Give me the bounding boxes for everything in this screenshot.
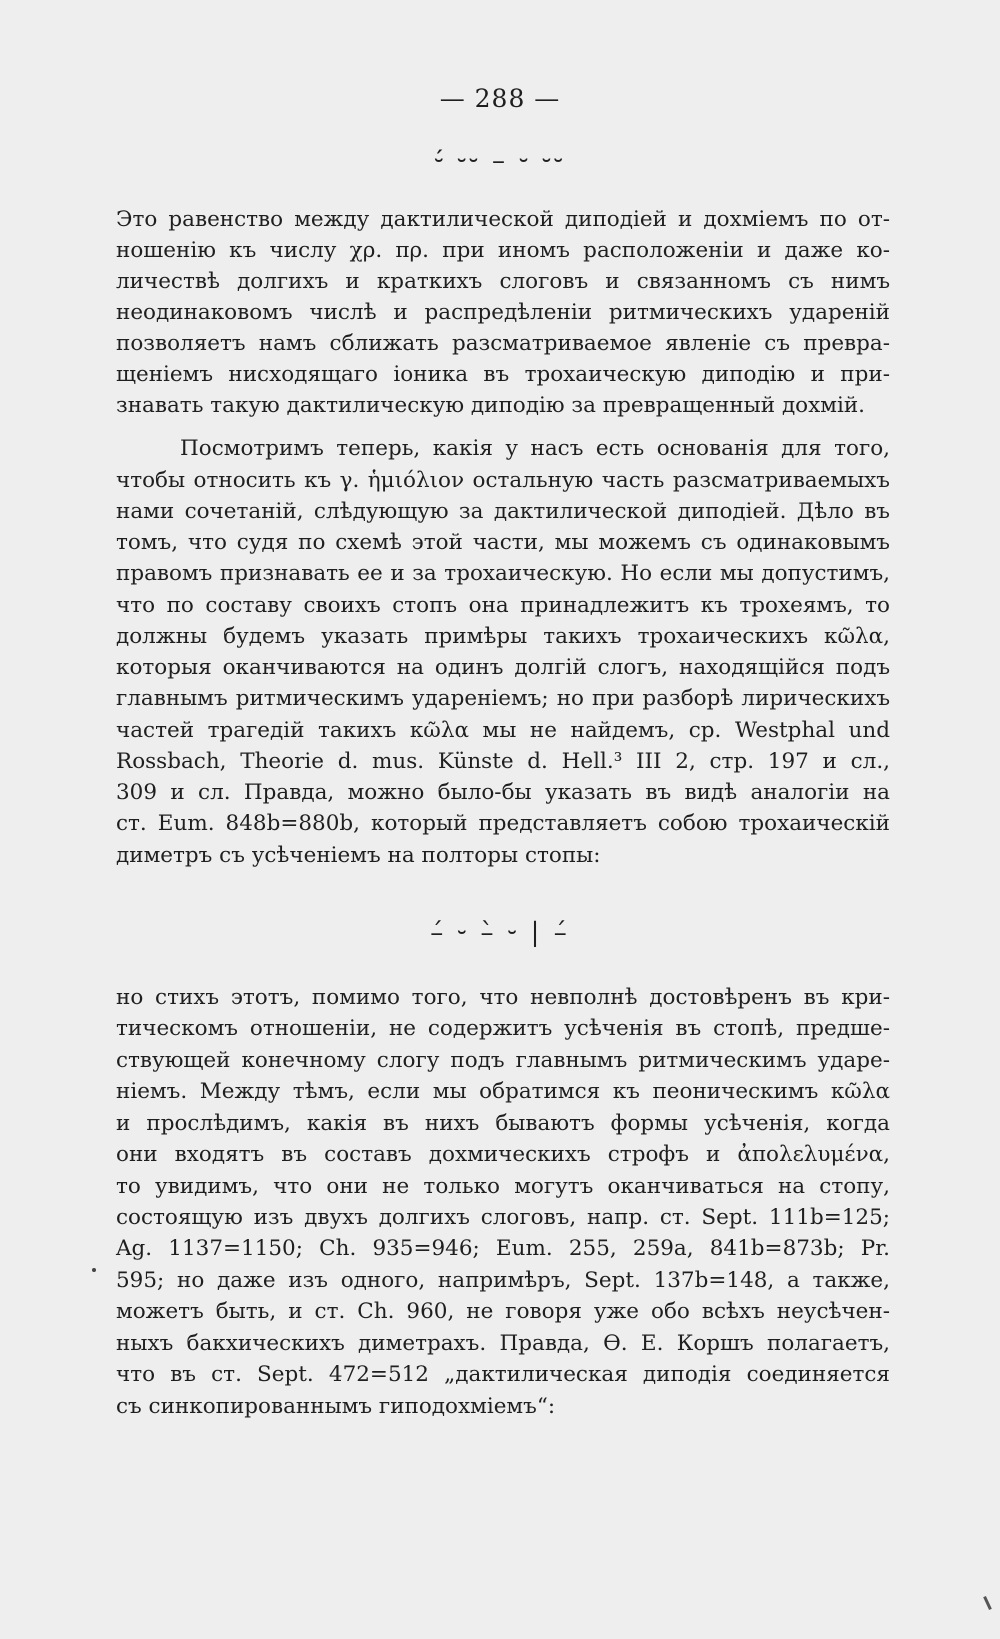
text-line: они входятъ въ составъ дохмическихъ строфъ и ἀπολελυμένα, bbox=[116, 1142, 890, 1167]
text-line: главнымъ ритмическимъ удареніемъ; но при разборѣ лирическихъ bbox=[116, 686, 890, 711]
text-line: должны будемъ указать примѣры такихъ трохаическихъ κῶλα, bbox=[116, 624, 890, 649]
text-line: и прослѣдимъ, какія въ нихъ бываютъ формы усѣченія, когда bbox=[116, 1111, 890, 1136]
text-line: щеніемъ нисходящаго іоника въ трохаическую диподію и при- bbox=[116, 362, 890, 387]
text-line: то увидимъ, что они не только могутъ оканчиваться на стопу, bbox=[116, 1174, 890, 1199]
text-line: правомъ признавать ее и за трохаическую. Но если мы допустимъ, bbox=[116, 561, 890, 586]
text-line: состоящую изъ двухъ долгихъ слоговъ, напр. ст. Sept. 111b=125; bbox=[116, 1205, 890, 1230]
text-line: можетъ быть, и ст. Ch. 960, не говоря уже обо всѣхъ неусѣчен- bbox=[116, 1299, 890, 1324]
text-line: томъ, что судя по схемѣ этой части, мы можемъ съ одинаковымъ bbox=[116, 530, 890, 555]
text-line: личествѣ долгихъ и краткихъ слоговъ и связанномъ съ нимъ bbox=[116, 269, 890, 294]
text-line: чтобы относить къ γ. ἡμιόλιον остальную часть разсматриваемыхъ bbox=[116, 468, 890, 493]
text-line: что по составу своихъ стопъ она принадлежитъ къ трохеямъ, то bbox=[116, 593, 890, 618]
text-line: что въ ст. Sept. 472=512 „дактилическая диподія соединяется bbox=[116, 1362, 890, 1387]
text-line: съ синкопированнымъ гиподохміемъ“: bbox=[116, 1394, 556, 1419]
text-line: 309 и сл. Правда, можно было-бы указать въ видѣ аналогіи на bbox=[116, 780, 890, 805]
page-number: — 288 — bbox=[439, 84, 561, 113]
text-line: ніемъ. Между тѣмъ, если мы обратимся къ пеоническимъ κῶλα bbox=[116, 1079, 890, 1104]
text-line: ныхъ бакхическихъ диметрахъ. Правда, Ѳ. Е. Коршъ полагаетъ, bbox=[116, 1331, 890, 1356]
text-line: ношенію къ числу χρ. πρ. при иномъ расположеніи и даже ко- bbox=[116, 238, 890, 263]
text-line: ст. Eum. 848b=880b, который представляетъ собою трохаическій bbox=[116, 811, 890, 836]
text-line: позволяетъ намъ сближать разсматриваемое явленіе съ превра- bbox=[116, 331, 890, 356]
metrical-scheme-middle: –́ ⏑ –̀ ⏑ | –́ bbox=[430, 918, 570, 948]
text-line: ствующей конечному слогу подъ главнымъ ритмическимъ ударе- bbox=[116, 1048, 890, 1073]
text-line: знавать такую дактилическую диподію за превращенный дохмій. bbox=[116, 393, 866, 418]
text-line: тическомъ отношеніи, не содержитъ усѣченія въ стопѣ, предше- bbox=[116, 1016, 890, 1041]
margin-dot bbox=[92, 1268, 96, 1272]
text-line: которыя оканчиваются на одинъ долгій слогъ, находящійся подъ bbox=[116, 655, 890, 680]
text-line: диметръ съ усѣченіемъ на полторы стопы: bbox=[116, 843, 601, 868]
text-line: Посмотримъ теперь, какія у насъ есть основанія для того, bbox=[180, 436, 890, 461]
text-line: Ag. 1137=1150; Ch. 935=946; Eum. 255, 259a, 841b=873b; Pr. bbox=[116, 1236, 890, 1261]
text-line: Rossbach, Theorie d. mus. Künste d. Hell.³ III 2, стр. 197 и сл., bbox=[116, 749, 890, 774]
edge-mark bbox=[983, 1596, 992, 1610]
text-line: неодинаковомъ числѣ и распредѣленіи ритмическихъ удареній bbox=[116, 300, 890, 325]
metrical-scheme-top: ⏑́ ⏑⏑ – ⏑ ⏑⏑ bbox=[434, 146, 566, 176]
text-line: частей трагедій такихъ κῶλα мы не найдемъ, ср. Westphal und bbox=[116, 718, 890, 743]
text-line: но стихъ этотъ, помимо того, что невполнѣ достовѣренъ въ кри- bbox=[116, 985, 890, 1010]
text-line: Это равенство между дактилической диподіей и дохміемъ по от- bbox=[116, 207, 890, 232]
text-line: нами сочетаній, слѣдующую за дактилической диподіей. Дѣло въ bbox=[116, 499, 890, 524]
text-line: 595; но даже изъ одного, напримѣръ, Sept. 137b=148, а также, bbox=[116, 1268, 890, 1293]
